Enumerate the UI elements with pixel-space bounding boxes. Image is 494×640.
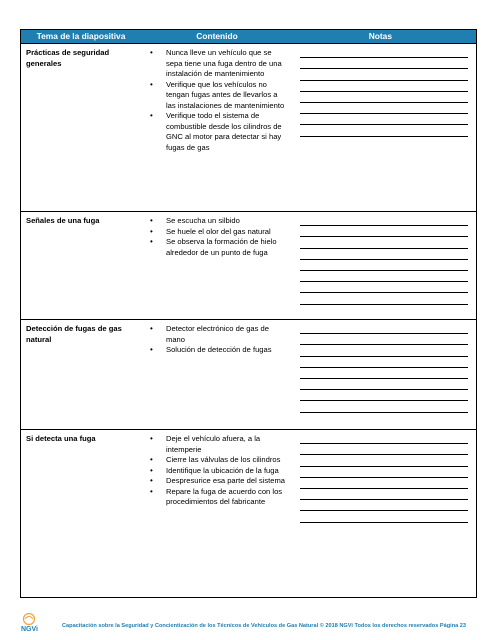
note-line [300, 226, 468, 237]
note-line [300, 467, 468, 478]
row-content [141, 212, 293, 319]
note-line [300, 58, 468, 69]
table-header [21, 30, 476, 44]
note-line [300, 478, 468, 489]
note-line [300, 455, 468, 466]
bullet-item: • Cierre las válvulas de los cilindros [144, 455, 287, 466]
notes-lines [293, 44, 476, 211]
notes-lines [293, 320, 476, 429]
note-line [300, 237, 468, 248]
bullet-item: • Solución de detección de fugas [144, 345, 287, 356]
footer-text: Capacitación sobre la Seguridad y Concientización de los Técnicos de Vehículos de Gas Natural © 2018 NGVi Todos los derechos reservados Página 23 [62, 623, 467, 629]
logo-text: NGVi [21, 626, 38, 633]
header-topic: Tema de la diapositiva [36, 31, 126, 41]
note-line [300, 489, 468, 500]
bullet-item: • Detector electrónico de gas de mano [144, 324, 287, 345]
note-line [300, 271, 468, 282]
bullet-item: • Nunca lleve un vehículo que se sepa tiene una fuga dentro de una instalación de mantenimiento [144, 48, 287, 80]
note-line [300, 401, 468, 412]
note-line [300, 334, 468, 345]
note-line [300, 433, 468, 444]
notes-table [20, 29, 477, 598]
bullet-item: • Verifique todo el sistema de combustible desde los cilindros de GNC al motor para detectar si hay fugas de gas [144, 111, 287, 153]
table-row [21, 44, 476, 212]
note-line [300, 249, 468, 260]
bullet-item: • Se observa la formación de hielo alrededor de un punto de fuga [144, 237, 287, 258]
page-footer [0, 612, 494, 638]
row-content [141, 430, 293, 597]
note-line [300, 323, 468, 334]
note-line [300, 511, 468, 522]
note-line [300, 293, 468, 304]
note-line [300, 368, 468, 379]
note-line [300, 444, 468, 455]
bullet-item: • Deje el vehículo afuera, a la intemperie [144, 434, 287, 455]
row-topic: Si detecta una fuga [26, 434, 96, 443]
note-line [300, 260, 468, 271]
row-topic: Señales de una fuga [26, 216, 100, 225]
note-line [300, 390, 468, 401]
note-line [300, 345, 468, 356]
note-line [300, 81, 468, 92]
note-line [300, 47, 468, 58]
bullet-item: • Verifique que los vehículos no tengan fugas antes de llevarlos a las instalaciones de mantenimiento [144, 80, 287, 112]
note-line [300, 500, 468, 511]
bullet-item: • Despresurice esa parte del sistema [144, 476, 287, 487]
note-line [300, 92, 468, 103]
notes-lines [293, 430, 476, 597]
note-line [300, 357, 468, 368]
ngvi-logo [20, 613, 48, 633]
table-row [21, 212, 476, 320]
row-content [141, 44, 293, 211]
row-topic: Detección de fugas de gas natural [26, 324, 122, 344]
bullet-item: • Identifique la ubicación de la fuga [144, 466, 287, 477]
header-notes: Notas [368, 31, 392, 41]
note-line [300, 215, 468, 226]
row-topic: Prácticas de seguridad generales [26, 48, 110, 68]
note-line [300, 103, 468, 114]
note-line [300, 282, 468, 293]
notes-lines [293, 212, 476, 319]
note-line [300, 125, 468, 136]
header-content: Contenido [196, 31, 238, 41]
bullet-item: • Se escucha un silbido [144, 216, 287, 227]
table-row [21, 430, 476, 598]
note-line [300, 114, 468, 125]
note-line [300, 69, 468, 80]
bullet-item: • Repare la fuga de acuerdo con los procedimientos del fabricante [144, 487, 287, 508]
bullet-item: • Se huele el olor del gas natural [144, 227, 287, 238]
note-line [300, 379, 468, 390]
row-content [141, 320, 293, 429]
table-row [21, 320, 476, 430]
